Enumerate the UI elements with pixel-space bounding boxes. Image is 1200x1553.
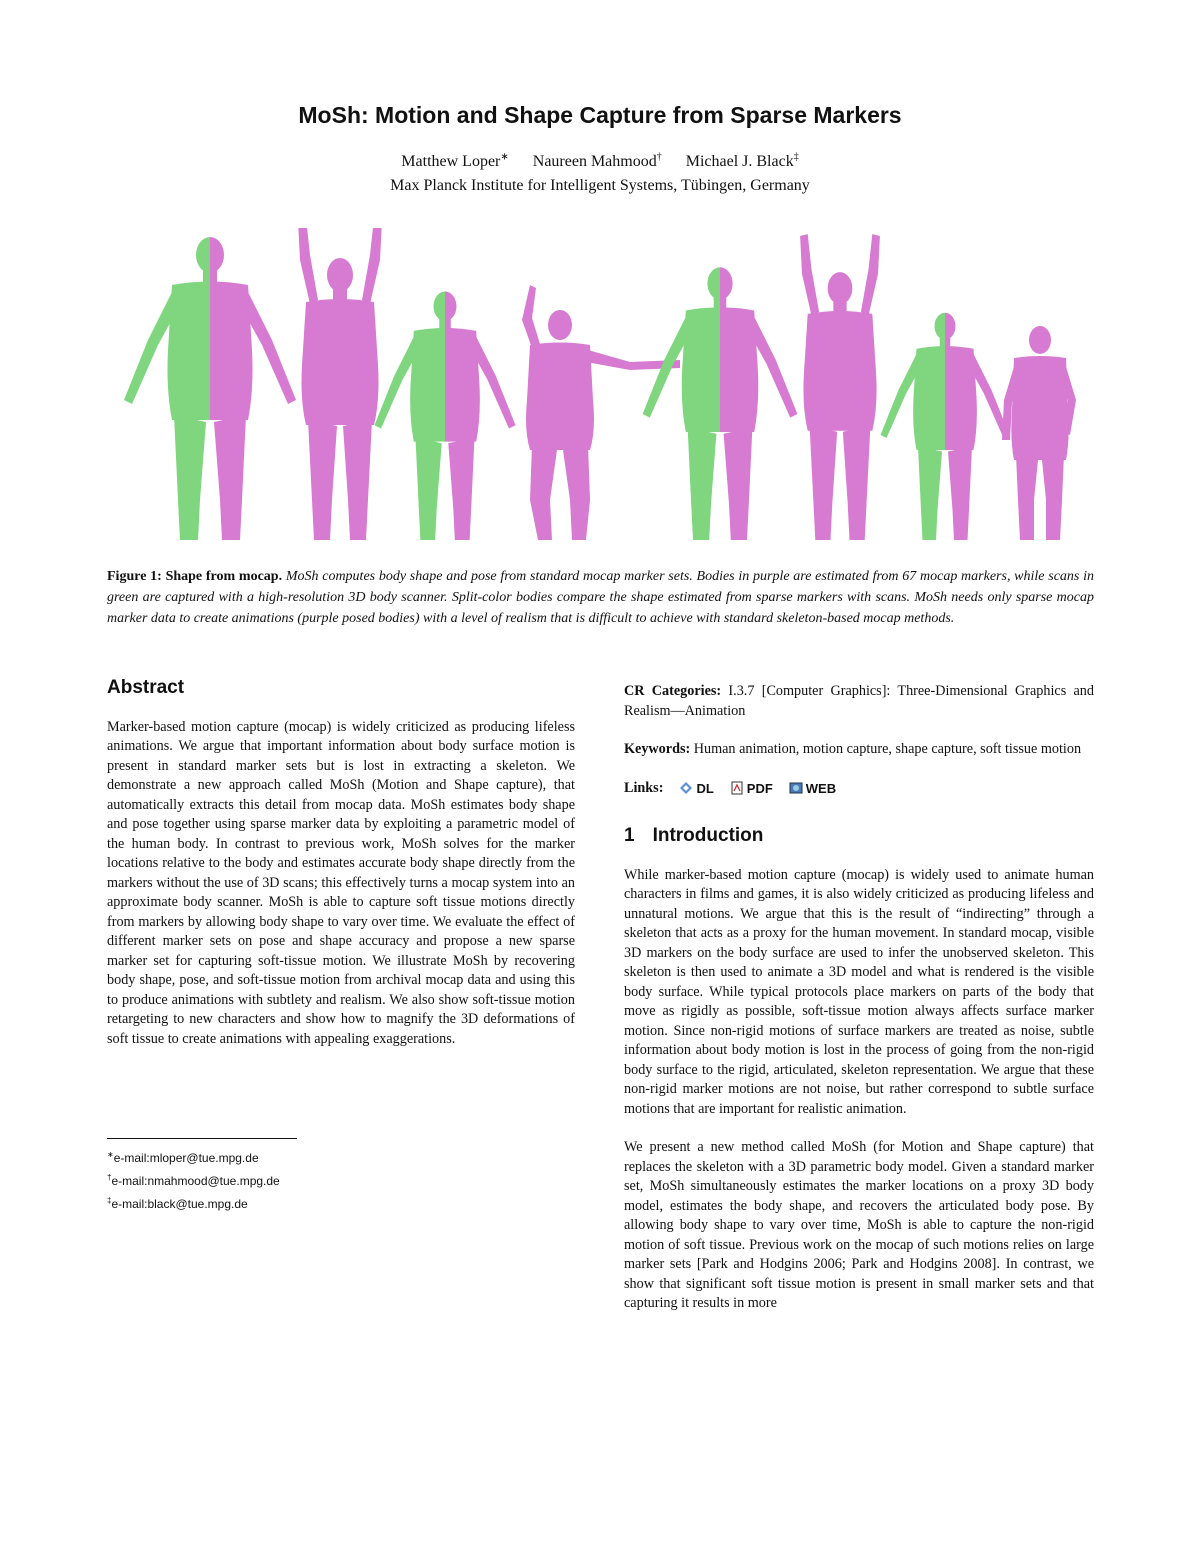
cr-categories: CR Categories: I.3.7 [Computer Graphics]: Three-Dimensional Graphics and Realism—Animation <box>624 683 1094 719</box>
pdf-icon <box>730 781 744 795</box>
paper-title: MoSh: Motion and Shape Capture from Sparse Markers <box>298 102 902 128</box>
abstract-text: Marker-based motion capture (mocap) is widely criticized as producing lifeless animations. We argue that important information about body surface motion is present in standard marker sets but is lost in extracting a skeleton. We demonstrate a new approach called MoSh (Motion and Shape capture), that automatically extracts this detail from mocap data. MoSh estimates body shape and pose together using sparse marker data by exploiting a parametric model of the human body. In contrast to previous work, MoSh solves for the marker locations relative to the body and estimates accurate body shape directly from the markers without the use of 3D scans; this effectively turns a mocap system into an approximate body scanner. MoSh is able to capture soft tissue motions directly from markers by allowing body shape to vary over time. We evaluate the effect of different marker sets on pose and shape accuracy and propose a new sparse marker set for capturing soft-tissue motion. We illustrate MoSh by recovering body shape, pose, and soft-tissue motion from archival mocap data and using this to produce animations with subtlety and realism. We also show soft-tissue motion retargeting to new characters and show how to magnify the 3D deformations of soft tissue to create animations with appealing exaggerations. <box>107 718 575 1047</box>
footnote: ‡e-mail:black@tue.mpg.de <box>107 1196 248 1211</box>
right-column <box>624 682 1094 1333</box>
left-column <box>107 678 575 1068</box>
links-row: Links: DL PDF WEB <box>624 779 1094 799</box>
pdf-link[interactable]: PDF <box>730 779 773 799</box>
footnote-rule <box>107 1138 297 1139</box>
dl-icon <box>679 781 693 795</box>
intro-paragraph-2: We present a new method called MoSh (for Motion and Shape capture) that replaces the skeleton with a 3D parametric body model. Given a standard marker set, MoSh simultaneously estimates the marker locations on a proxy 3D body model, estimates the body shape, and recovers the articulated body pose. By allowing body shape to vary over time, MoSh is able to capture the non-rigid motion of soft tissue. Previous work on the mocap of such motions relies on large marker sets [Park and Hodgins 2006; Park and Hodgins 2008]. In contrast, we show that significant soft tissue motion is present in small marker sets and that capturing it results in more <box>624 1139 1094 1311</box>
author: Michael J. Black‡ <box>685 152 799 171</box>
figure-bodies-image <box>100 228 1100 548</box>
body-purple-3 <box>800 234 880 540</box>
author: Naureen Mahmood† <box>532 152 662 171</box>
footnote: ∗e-mail:mloper@tue.mpg.de <box>107 1150 259 1165</box>
intro-paragraph-1: While marker-based motion capture (mocap) is widely used to animate human characters in films and games, it is also widely criticized as producing lifeless and unnatural motions. We argue that this is the result of “indirecting” through a skeleton that acts as a proxy for the human movement. In standard mocap, visible 3D markers on the body surface are used to infer the unobserved skeleton. This skeleton is then used to animate a 3D model and what is rendered is the visible body surface. While typical protocols place markers on parts of the body that move as rigidly as possible, soft-tissue motion always affects surface marker motion. Since non-rigid motions of surface markers are treated as noise, subtle information about body motion is lost in the process of going from the non-rigid body surface to the rigid, articulated, skeleton representation. We argue that these non-rigid marker motions are not noise, but rather correspond to subtle surface motions that are important for realistic animation. <box>624 866 1094 1117</box>
abstract-heading: Abstract <box>107 677 185 698</box>
body-purple-1 <box>298 228 382 540</box>
body-purple-4 <box>1002 326 1076 540</box>
body-split-2 <box>374 292 515 540</box>
footnote: †e-mail:nmahmood@tue.mpg.de <box>107 1173 280 1188</box>
body-split-1 <box>124 237 296 540</box>
body-purple-2 <box>522 285 680 540</box>
author: Matthew Loper∗ <box>401 152 509 171</box>
web-link[interactable]: WEB <box>789 779 836 799</box>
dl-link[interactable]: DL <box>679 779 713 799</box>
affiliation: Max Planck Institute for Intelligent Systems, Tübingen, Germany <box>390 177 810 194</box>
web-icon <box>789 781 803 795</box>
body-split-3 <box>643 267 798 540</box>
introduction-heading: 1 Introduction <box>624 825 764 846</box>
keywords: Keywords: Human animation, motion capture, shape capture, soft tissue motion <box>624 741 1082 757</box>
author-list <box>0 152 1200 171</box>
figure-caption: Figure 1: Shape from mocap. MoSh computes body shape and pose from standard mocap marker sets. Bodies in purple are estimated from 67 mocap markers, while scans in green are captured with a high-resolution 3D body scanner. Split-color bodies compare the shape estimated from sparse markers with scans. MoSh needs only sparse mocap marker data to create animations (purple posed bodies) with a level of realism that is difficult to achieve with standard skeleton-based mocap methods. <box>107 569 1095 626</box>
footnotes <box>107 1138 407 1214</box>
body-split-4 <box>881 313 1010 540</box>
